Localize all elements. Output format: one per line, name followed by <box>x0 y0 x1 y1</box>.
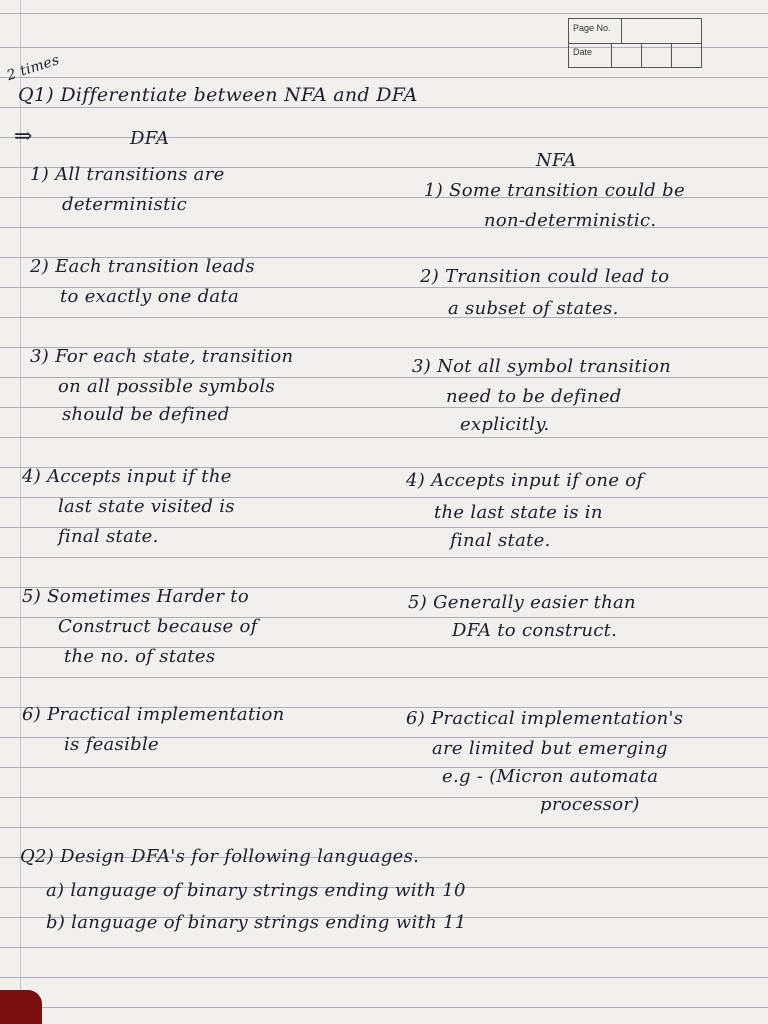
question2-part-b: b) language of binary strings ending with 11 <box>46 912 467 933</box>
dfa-point-6-line-2: is feasible <box>64 734 159 755</box>
nfa-point-6-line-4: processor) <box>540 794 640 815</box>
arrow-icon: ⇒ <box>14 124 33 149</box>
dfa-point-5-line-2: Construct because of <box>58 616 258 637</box>
page-date-box <box>568 18 702 68</box>
dfa-point-1-line-2: deterministic <box>62 194 188 215</box>
nfa-heading: NFA <box>536 150 577 171</box>
question1-title: Q1) Differentiate between NFA and DFA <box>18 84 418 106</box>
dfa-point-2-line-2: to exactly one data <box>60 286 240 307</box>
dfa-point-5-line-1: 5) Sometimes Harder to <box>22 586 249 607</box>
date-label: Date <box>573 47 593 57</box>
nfa-point-6-line-2: are limited but emerging <box>432 738 668 759</box>
dfa-point-4-line-3: final state. <box>58 526 159 547</box>
nfa-point-5-line-2: DFA to construct. <box>452 620 618 641</box>
question2-part-a: a) language of binary strings ending with 10 <box>46 880 466 901</box>
margin-note: 2 times <box>4 51 62 85</box>
nfa-point-1-line-1: 1) Some transition could be <box>424 180 685 201</box>
page-no-row <box>569 19 701 44</box>
nfa-point-3-line-2: need to be defined <box>446 386 622 407</box>
nfa-point-4-line-3: final state. <box>450 530 551 551</box>
nfa-point-6-line-3: e.g - (Micron automata <box>442 766 659 787</box>
dfa-heading: DFA <box>130 128 170 149</box>
background-edge <box>0 990 42 1024</box>
date-row <box>569 43 701 67</box>
dfa-point-2-line-1: 2) Each transition leads <box>30 256 255 277</box>
nfa-point-4-line-1: 4) Accepts input if one of <box>406 470 644 491</box>
dfa-point-1-line-1: 1) All transitions are <box>30 164 225 185</box>
dfa-point-3-line-2: on all possible symbols <box>58 376 276 397</box>
nfa-point-2-line-2: a subset of states. <box>448 298 619 319</box>
nfa-point-4-line-2: the last state is in <box>434 502 603 523</box>
nfa-point-5-line-1: 5) Generally easier than <box>408 592 636 613</box>
dfa-point-4-line-1: 4) Accepts input if the <box>22 466 232 487</box>
dfa-point-4-line-2: last state visited is <box>58 496 235 517</box>
dfa-point-3-line-1: 3) For each state, transition <box>30 346 294 367</box>
nfa-point-2-line-1: 2) Transition could lead to <box>420 266 670 287</box>
nfa-point-3-line-3: explicitly. <box>460 414 550 435</box>
nfa-point-1-line-2: non-deterministic. <box>484 210 657 231</box>
question2-title: Q2) Design DFA's for following languages. <box>20 846 420 867</box>
margin-line <box>20 0 21 1024</box>
dfa-point-5-line-3: the no. of states <box>64 646 216 667</box>
dfa-point-3-line-3: should be defined <box>62 404 230 425</box>
nfa-point-3-line-1: 3) Not all symbol transition <box>412 356 671 377</box>
nfa-point-6-line-1: 6) Practical implementation's <box>406 708 684 729</box>
dfa-point-6-line-1: 6) Practical implementation <box>22 704 285 725</box>
page-no-label: Page No. <box>573 23 611 33</box>
